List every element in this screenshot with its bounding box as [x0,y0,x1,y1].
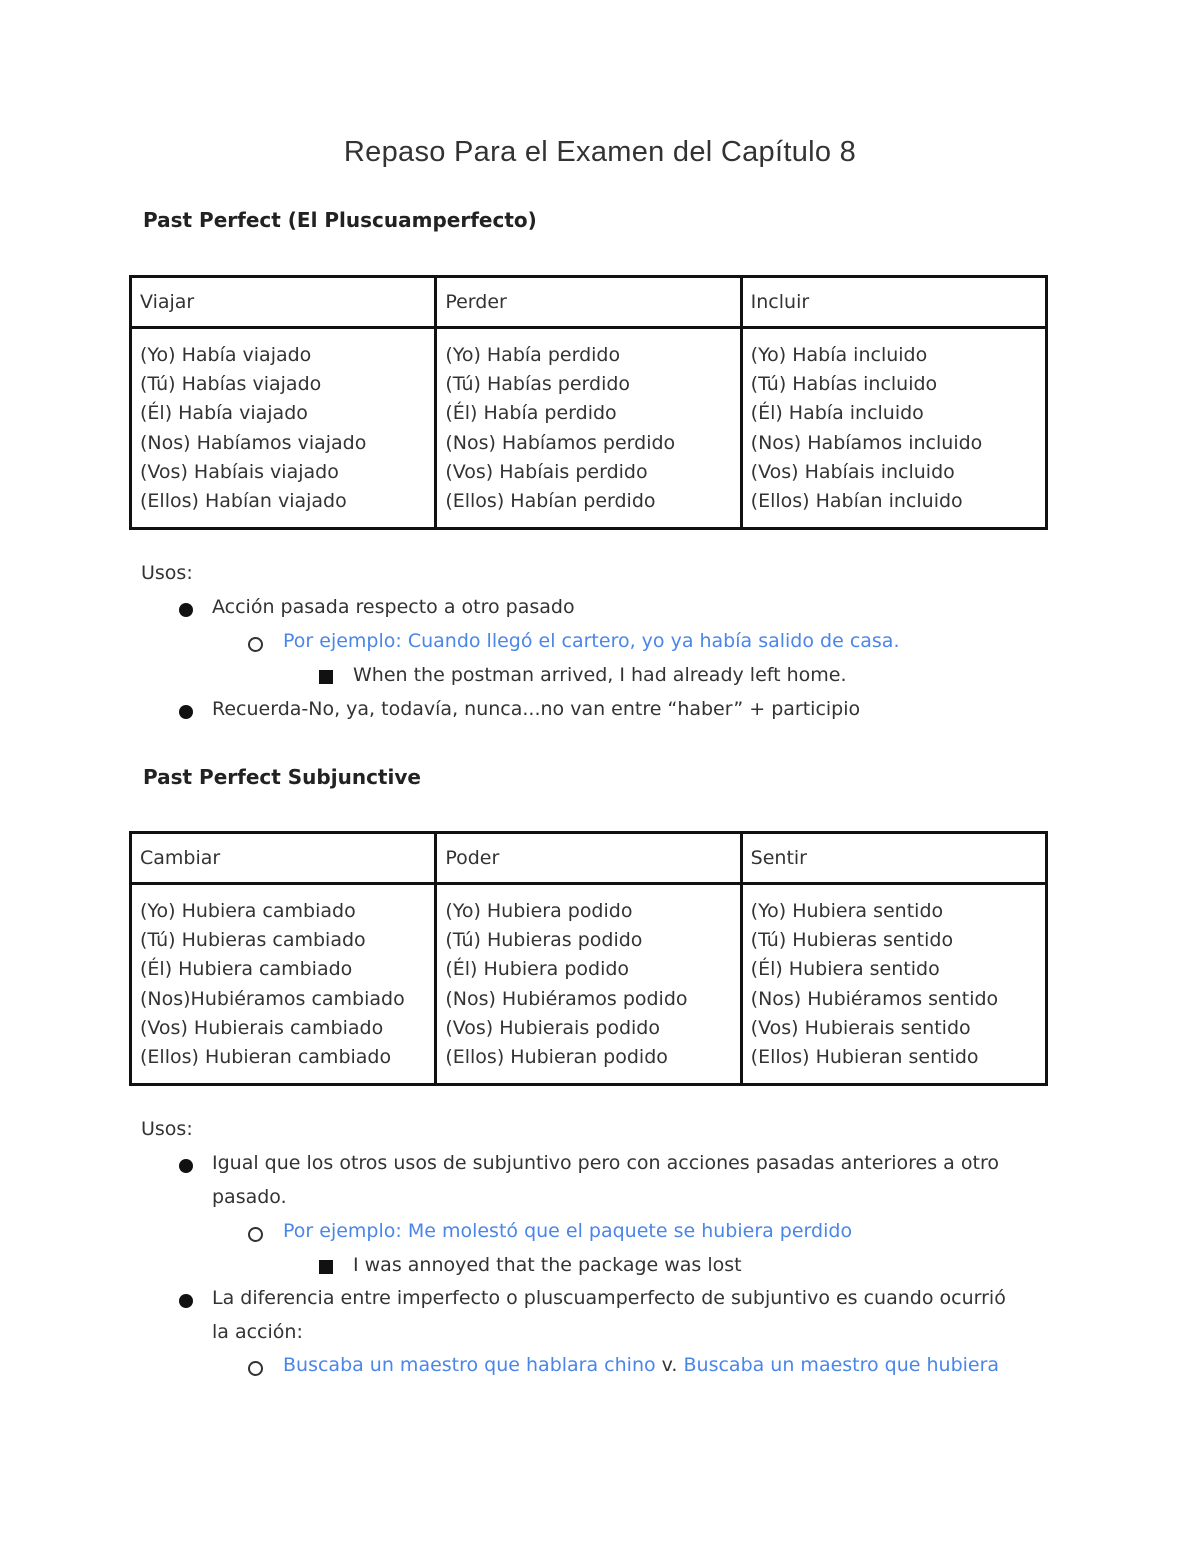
bullet-dot-icon [179,1159,193,1173]
usos-label: Usos: [141,562,193,584]
section-heading-past-perfect: Past Perfect (El Pluscuamperfecto) [143,208,537,232]
table-header-cell: Incluir [741,277,1046,328]
table-header-cell: Sentir [741,833,1046,884]
conjugation-form: (Ellos) Habían viajado [140,490,347,513]
comparison-example-a: Buscaba un maestro que hablara chino [283,1354,656,1376]
conjugation-form: (Ellos) Habían incluido [750,490,963,513]
conjugation-form: (Vos) Habíais viajado [140,460,339,483]
conjugation-form: (Él) Había perdido [445,402,617,425]
conjugation-form: (Ellos) Habían perdido [445,490,656,513]
table-row [131,884,1047,1085]
table-header-cell: Viajar [131,277,436,328]
section-heading-past-perfect-subjunctive: Past Perfect Subjunctive [143,765,421,789]
conjugation-form: (Tú) Hubieras cambiado [140,929,366,952]
conjugation-form: (Nos) Habíamos viajado [140,431,367,454]
conjugation-form: (Nos) Habíamos perdido [445,431,676,454]
conjugation-form: (Nos) Hubiéramos podido [445,987,688,1010]
example-sentence: Por ejemplo: Me molestó que el paquete se hubiera perdido [283,1220,853,1242]
conjugation-form: (Él) Hubiera podido [445,958,630,981]
list-item: Acción pasada respecto a otro pasado [212,596,575,618]
conjugation-form: (Ellos) Hubieran sentido [750,1046,979,1069]
table-header-cell: Perder [436,277,741,328]
conjugation-form: (Yo) Había incluido [750,344,928,366]
table-cell-poder [436,884,741,1085]
conjugation-form: (Tú) Hubieras podido [445,929,643,952]
table-cell-viajar [131,328,436,529]
page-title: Repaso Para el Examen del Capítulo 8 [343,136,857,168]
comparison-example-b: Buscaba un maestro que hubiera [683,1354,1000,1376]
table-cell-incluir [741,328,1046,529]
conjugation-table-past-perfect [129,275,1048,530]
translation-sentence: When the postman arrived, I had already left home. [353,664,847,686]
conjugation-form: (Él) Había viajado [140,402,308,425]
list-item: Igual que los otros usos de subjuntivo pero con acciones pasadas anteriores a otro [212,1152,999,1174]
conjugation-form: (Ellos) Hubieran podido [445,1046,668,1069]
conjugation-form: (Nos)Hubiéramos cambiado [140,987,405,1010]
conjugation-form: (Tú) Hubieras sentido [750,929,954,952]
bullet-circle-icon [248,637,263,652]
bullet-dot-icon [179,705,193,719]
table-cell-cambiar [131,884,436,1085]
table-row [131,328,1047,529]
list-item: Recuerda-No, ya, todavía, nunca...no van entre “haber” + participio [212,698,861,720]
conjugation-form: (Nos) Habíamos incluido [750,431,983,454]
table-cell-perder [436,328,741,529]
list-item-continuation: pasado. [212,1186,287,1208]
example-sentence: Por ejemplo: Cuando llegó el cartero, yo ya había salido de casa. [283,630,900,652]
bullet-dot-icon [179,603,193,617]
conjugation-form: (Yo) Había perdido [445,344,621,366]
conjugation-form: (Yo) Hubiera cambiado [140,900,356,922]
conjugation-form: (Vos) Hubierais podido [445,1016,660,1039]
conjugation-form: (Tú) Habías incluido [750,373,938,396]
conjugation-form: (Tú) Habías perdido [445,373,631,396]
bullet-square-icon [319,1260,333,1274]
bullet-circle-icon [248,1361,263,1376]
conjugation-form: (Vos) Hubierais cambiado [140,1016,384,1039]
table-header-cell: Cambiar [131,833,436,884]
bullet-dot-icon [179,1294,193,1308]
list-item-continuation: la acción: [212,1321,303,1343]
bullet-square-icon [319,670,333,684]
table-header-cell: Poder [436,833,741,884]
conjugation-form: (Él) Había incluido [750,402,924,425]
conjugation-form: (Vos) Habíais incluido [750,460,955,483]
conjugation-form: (Vos) Hubierais sentido [750,1016,971,1039]
conjugation-form: (Yo) Hubiera sentido [750,900,944,922]
conjugation-form: (Él) Hubiera cambiado [140,958,353,981]
conjugation-form: (Vos) Habíais perdido [445,460,648,483]
table-header-row [131,277,1047,328]
conjugation-form: (Tú) Habías viajado [140,373,322,396]
conjugation-form: (Nos) Hubiéramos sentido [750,987,999,1010]
comparison-separator: v. [655,1354,684,1376]
conjugation-form: (Yo) Hubiera podido [445,900,633,922]
table-cell-sentir [741,884,1046,1085]
list-item: La diferencia entre imperfecto o pluscuamperfecto de subjuntivo es cuando ocurrió [212,1287,1006,1309]
usos-label: Usos: [141,1118,193,1140]
conjugation-form: (Ellos) Hubieran cambiado [140,1046,392,1069]
comparison-sentence [283,1354,999,1376]
bullet-circle-icon [248,1227,263,1242]
conjugation-form: (Él) Hubiera sentido [750,958,940,981]
table-header-row [131,833,1047,884]
conjugation-form: (Yo) Había viajado [140,344,312,366]
translation-sentence: I was annoyed that the package was lost [353,1254,742,1276]
conjugation-table-past-perfect-subjunctive [129,831,1048,1086]
